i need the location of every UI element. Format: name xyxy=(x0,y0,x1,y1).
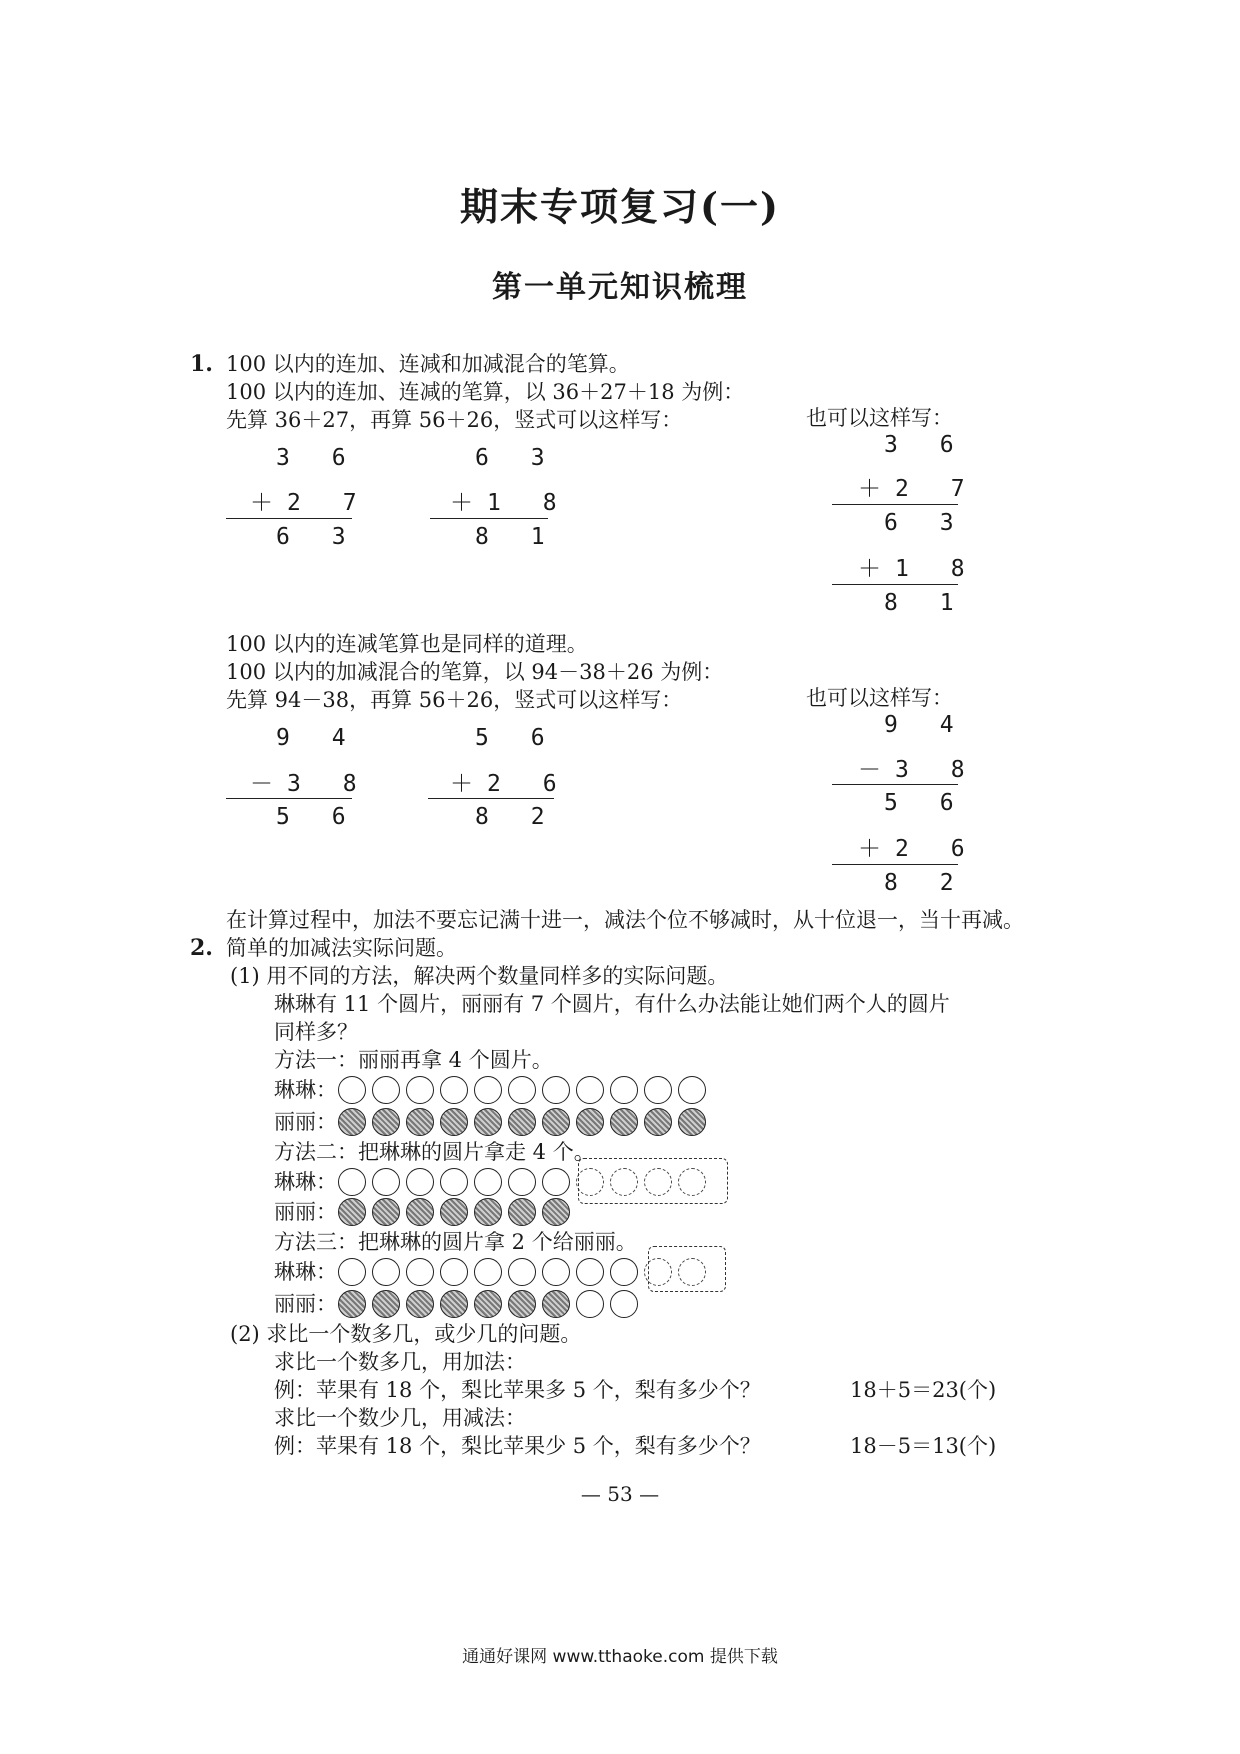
circle xyxy=(508,1290,536,1318)
circle xyxy=(406,1108,434,1136)
circle xyxy=(406,1076,434,1104)
answer-1: 18＋5＝23(个) xyxy=(850,1378,997,1402)
lili-label-2: 丽丽： xyxy=(274,1200,337,1224)
vcalc5-op: ＋2 6 xyxy=(450,771,571,797)
vcalc5-result: 8 2 xyxy=(475,804,559,830)
circle xyxy=(440,1108,468,1136)
method2-label: 方法二：把琳琳的圆片拿走 4 个。 xyxy=(274,1140,595,1164)
vcalc3-line2: ＋2 7 xyxy=(858,476,979,502)
circle xyxy=(474,1076,502,1104)
circle xyxy=(440,1076,468,1104)
s2-heading: 简单的加减法实际问题。 xyxy=(226,936,457,960)
s1-alt-label-2: 也可以这样写： xyxy=(806,686,953,710)
circle xyxy=(542,1198,570,1226)
lili-circles-2 xyxy=(338,1198,570,1226)
circle xyxy=(474,1108,502,1136)
section-subtitle: 第一单元知识梳理 xyxy=(492,270,748,305)
circle xyxy=(440,1290,468,1318)
item-number-1: 1. xyxy=(190,351,213,377)
circle xyxy=(406,1258,434,1286)
vcalc5-rule xyxy=(428,798,554,799)
method3-label: 方法三：把琳琳的圆片拿 2 个给丽丽。 xyxy=(274,1230,637,1254)
circle xyxy=(644,1108,672,1136)
vcalc3-line3: 6 3 xyxy=(884,510,968,536)
circle xyxy=(338,1108,366,1136)
s2-question-line1: 琳琳有 11 个圆片，丽丽有 7 个圆片，有什么办法能让她们两个人的圆片 xyxy=(274,992,950,1016)
linlin-circles-1 xyxy=(338,1076,706,1104)
circle xyxy=(338,1198,366,1226)
page-title: 期末专项复习(一) xyxy=(460,184,780,229)
s2-question-line2: 同样多？ xyxy=(274,1020,358,1044)
vcalc6-line3: 5 6 xyxy=(884,790,968,816)
vcalc6-line2: －3 8 xyxy=(858,757,979,783)
circle xyxy=(440,1258,468,1286)
vcalc6-line4: ＋2 6 xyxy=(858,836,979,862)
s1-line6: 先算 94－38，再算 56＋26，竖式可以这样写： xyxy=(226,688,683,712)
circle xyxy=(440,1198,468,1226)
vcalc1-rule xyxy=(226,518,352,519)
vcalc2-rule xyxy=(430,518,548,519)
circle xyxy=(338,1168,366,1196)
vcalc3-line5: 8 1 xyxy=(884,590,968,616)
vcalc6-line1: 9 4 xyxy=(884,712,968,738)
vcalc3-line4: ＋1 8 xyxy=(858,556,979,582)
circle xyxy=(542,1258,570,1286)
example-1: 例：苹果有 18 个，梨比苹果多 5 个，梨有多少个？ xyxy=(274,1378,761,1402)
circle xyxy=(338,1290,366,1318)
lili-circles-1 xyxy=(338,1108,706,1136)
vcalc6-rule1 xyxy=(832,784,958,785)
circle xyxy=(372,1198,400,1226)
circle xyxy=(678,1076,706,1104)
circle xyxy=(610,1076,638,1104)
vcalc4-result: 5 6 xyxy=(276,804,360,830)
circle xyxy=(542,1108,570,1136)
vcalc2-top: 6 3 xyxy=(475,445,559,471)
circle xyxy=(576,1108,604,1136)
footer-credit: 通通好课网 www.tthaoke.com 提供下载 xyxy=(462,1647,778,1667)
removed-circles-box xyxy=(578,1158,728,1204)
vcalc1-op: ＋2 7 xyxy=(250,490,371,516)
circle xyxy=(338,1258,366,1286)
s2-part1: (1) 用不同的方法，解决两个数量同样多的实际问题。 xyxy=(230,964,729,988)
lili-label-3: 丽丽： xyxy=(274,1292,337,1316)
circle xyxy=(406,1168,434,1196)
circle xyxy=(576,1258,604,1286)
vcalc4-rule xyxy=(226,798,352,799)
answer-2: 18－5＝13(个) xyxy=(850,1434,997,1458)
s1-line3: 先算 36＋27，再算 56＋26，竖式可以这样写： xyxy=(226,408,683,432)
circle xyxy=(508,1076,536,1104)
circle xyxy=(474,1258,502,1286)
circle xyxy=(440,1168,468,1196)
vcalc3-rule1 xyxy=(832,504,958,505)
circle xyxy=(576,1076,604,1104)
example-2: 例：苹果有 18 个，梨比苹果少 5 个，梨有多少个？ xyxy=(274,1434,761,1458)
linlin-label-3: 琳琳： xyxy=(274,1260,337,1284)
s1-alt-label: 也可以这样写： xyxy=(806,406,953,430)
s1-line2: 100 以内的连加、连减的笔算，以 36＋27＋18 为例： xyxy=(226,380,745,404)
vcalc5-top: 5 6 xyxy=(475,725,559,751)
circle xyxy=(610,1258,638,1286)
linlin-label-1: 琳琳： xyxy=(274,1078,337,1102)
rule-addition: 求比一个数多几，用加法： xyxy=(274,1350,526,1374)
method1-label: 方法一：丽丽再拿 4 个圆片。 xyxy=(274,1048,553,1072)
circle xyxy=(610,1108,638,1136)
moved-circles-box xyxy=(648,1246,726,1292)
vcalc3-line1: 3 6 xyxy=(884,432,968,458)
page-number: — 53 — xyxy=(580,1482,660,1506)
circle xyxy=(406,1198,434,1226)
vcalc4-op: －3 8 xyxy=(250,771,371,797)
circle xyxy=(338,1076,366,1104)
circle xyxy=(372,1258,400,1286)
circle xyxy=(474,1168,502,1196)
vcalc1-top: 3 6 xyxy=(276,445,360,471)
s1-heading: 100 以内的连加、连减和加减混合的笔算。 xyxy=(226,352,630,376)
circle xyxy=(372,1108,400,1136)
circle xyxy=(474,1290,502,1318)
circle xyxy=(372,1076,400,1104)
s1-line4: 100 以内的连减笔算也是同样的道理。 xyxy=(226,632,588,656)
s2-part2: (2) 求比一个数多几，或少几的问题。 xyxy=(230,1322,582,1346)
lili-label-1: 丽丽： xyxy=(274,1110,337,1134)
circle xyxy=(576,1290,604,1318)
circle xyxy=(508,1258,536,1286)
item-number-2: 2. xyxy=(190,935,213,961)
circle xyxy=(372,1290,400,1318)
vcalc3-rule2 xyxy=(832,584,958,585)
circle xyxy=(474,1198,502,1226)
vcalc4-top: 9 4 xyxy=(276,725,360,751)
circle xyxy=(508,1168,536,1196)
circle xyxy=(372,1168,400,1196)
circle xyxy=(644,1076,672,1104)
circle xyxy=(610,1290,638,1318)
s1-line5: 100 以内的加减混合的笔算，以 94－38＋26 为例： xyxy=(226,660,724,684)
vcalc1-result: 6 3 xyxy=(276,524,360,550)
circle xyxy=(678,1108,706,1136)
s1-note: 在计算过程中，加法不要忘记满十进一，减法个位不够减时，从十位退一，当十再减。 xyxy=(226,908,1024,932)
circle xyxy=(406,1290,434,1318)
rule-subtraction: 求比一个数少几，用减法： xyxy=(274,1406,526,1430)
vcalc2-op: ＋1 8 xyxy=(450,490,571,516)
circle xyxy=(542,1076,570,1104)
lili-circles-3 xyxy=(338,1290,638,1318)
vcalc6-line5: 8 2 xyxy=(884,870,968,896)
vcalc6-rule2 xyxy=(832,864,958,865)
vcalc2-result: 8 1 xyxy=(475,524,559,550)
linlin-label-2: 琳琳： xyxy=(274,1170,337,1194)
circle xyxy=(542,1290,570,1318)
circle xyxy=(542,1168,570,1196)
circle xyxy=(508,1198,536,1226)
circle xyxy=(508,1108,536,1136)
